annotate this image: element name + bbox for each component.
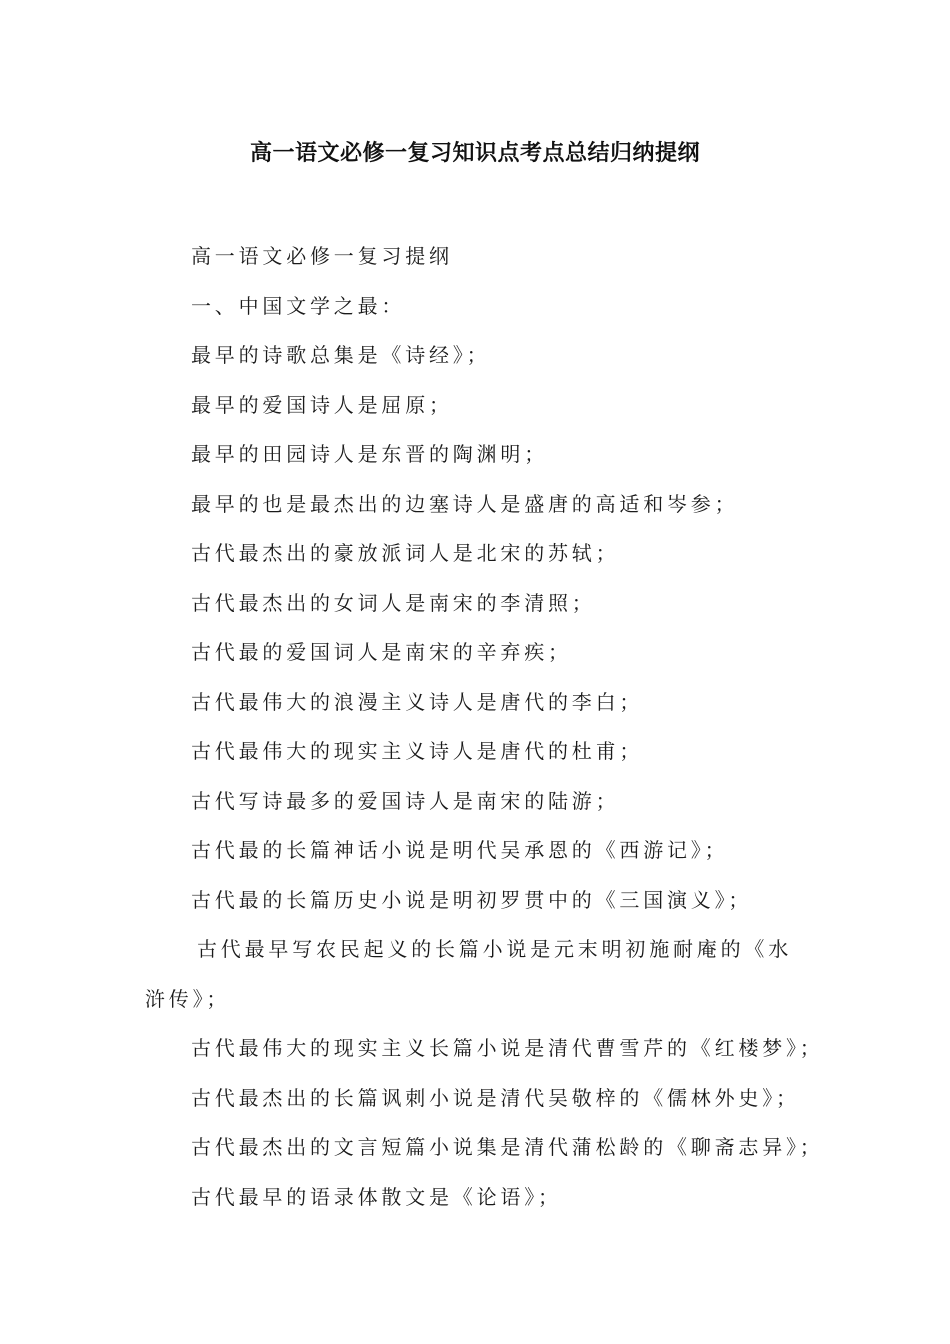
fact-line: 古代最的爱国词人是南宋的辛弃疾； xyxy=(191,640,572,664)
fact-line: 最早的诗歌总集是《诗经》； xyxy=(191,343,491,367)
fact-line: 古代写诗最多的爱国诗人是南宋的陆游； xyxy=(191,788,620,813)
fact-line: 古代最早的语录体散文是《论语》； xyxy=(191,1184,562,1209)
outline-heading: 高一语文必修一复习提纲 xyxy=(191,244,453,268)
fact-line: 最早的爱国诗人是屈原； xyxy=(191,392,453,417)
fact-line: 古代最杰出的文言短篇小说集是清代蒲松龄的《聊斋志异》； xyxy=(191,1135,824,1159)
document-title: 高一语文必修一复习知识点考点总结归纳提纲 xyxy=(249,141,700,166)
document-body xyxy=(145,232,824,1222)
fact-line: 最早的也是最杰出的边塞诗人是盛唐的高适和岑参； xyxy=(191,491,739,516)
fact-line: 最早的田园诗人是东晋的陶渊明； xyxy=(191,442,548,466)
section-heading: 一、中国文学之最： xyxy=(191,293,406,318)
fact-line: 古代最杰出的女词人是南宋的李清照； xyxy=(191,590,596,615)
fact-line: 古代最杰出的豪放派词人是北宋的苏轼； xyxy=(191,541,620,565)
fact-line: 古代最的长篇历史小说是明初罗贯中的《三国演义》； xyxy=(191,887,753,912)
fact-line: 古代最伟大的现实主义诗人是唐代的杜甫； xyxy=(191,739,644,763)
fact-line: 古代最伟大的浪漫主义诗人是唐代的李白； xyxy=(191,689,644,714)
fact-line: 古代最的长篇神话小说是明代吴承恩的《西游记》； xyxy=(191,838,729,862)
fact-line: 古代最伟大的现实主义长篇小说是清代曹雪芹的《红楼梦》； xyxy=(191,1036,824,1060)
fact-line: 古代最早写农民起义的长篇小说是元末明初施耐庵的《水浒传》； xyxy=(145,937,792,1011)
fact-line: 古代最杰出的长篇讽刺小说是清代吴敬梓的《儒林外史》； xyxy=(191,1085,800,1110)
